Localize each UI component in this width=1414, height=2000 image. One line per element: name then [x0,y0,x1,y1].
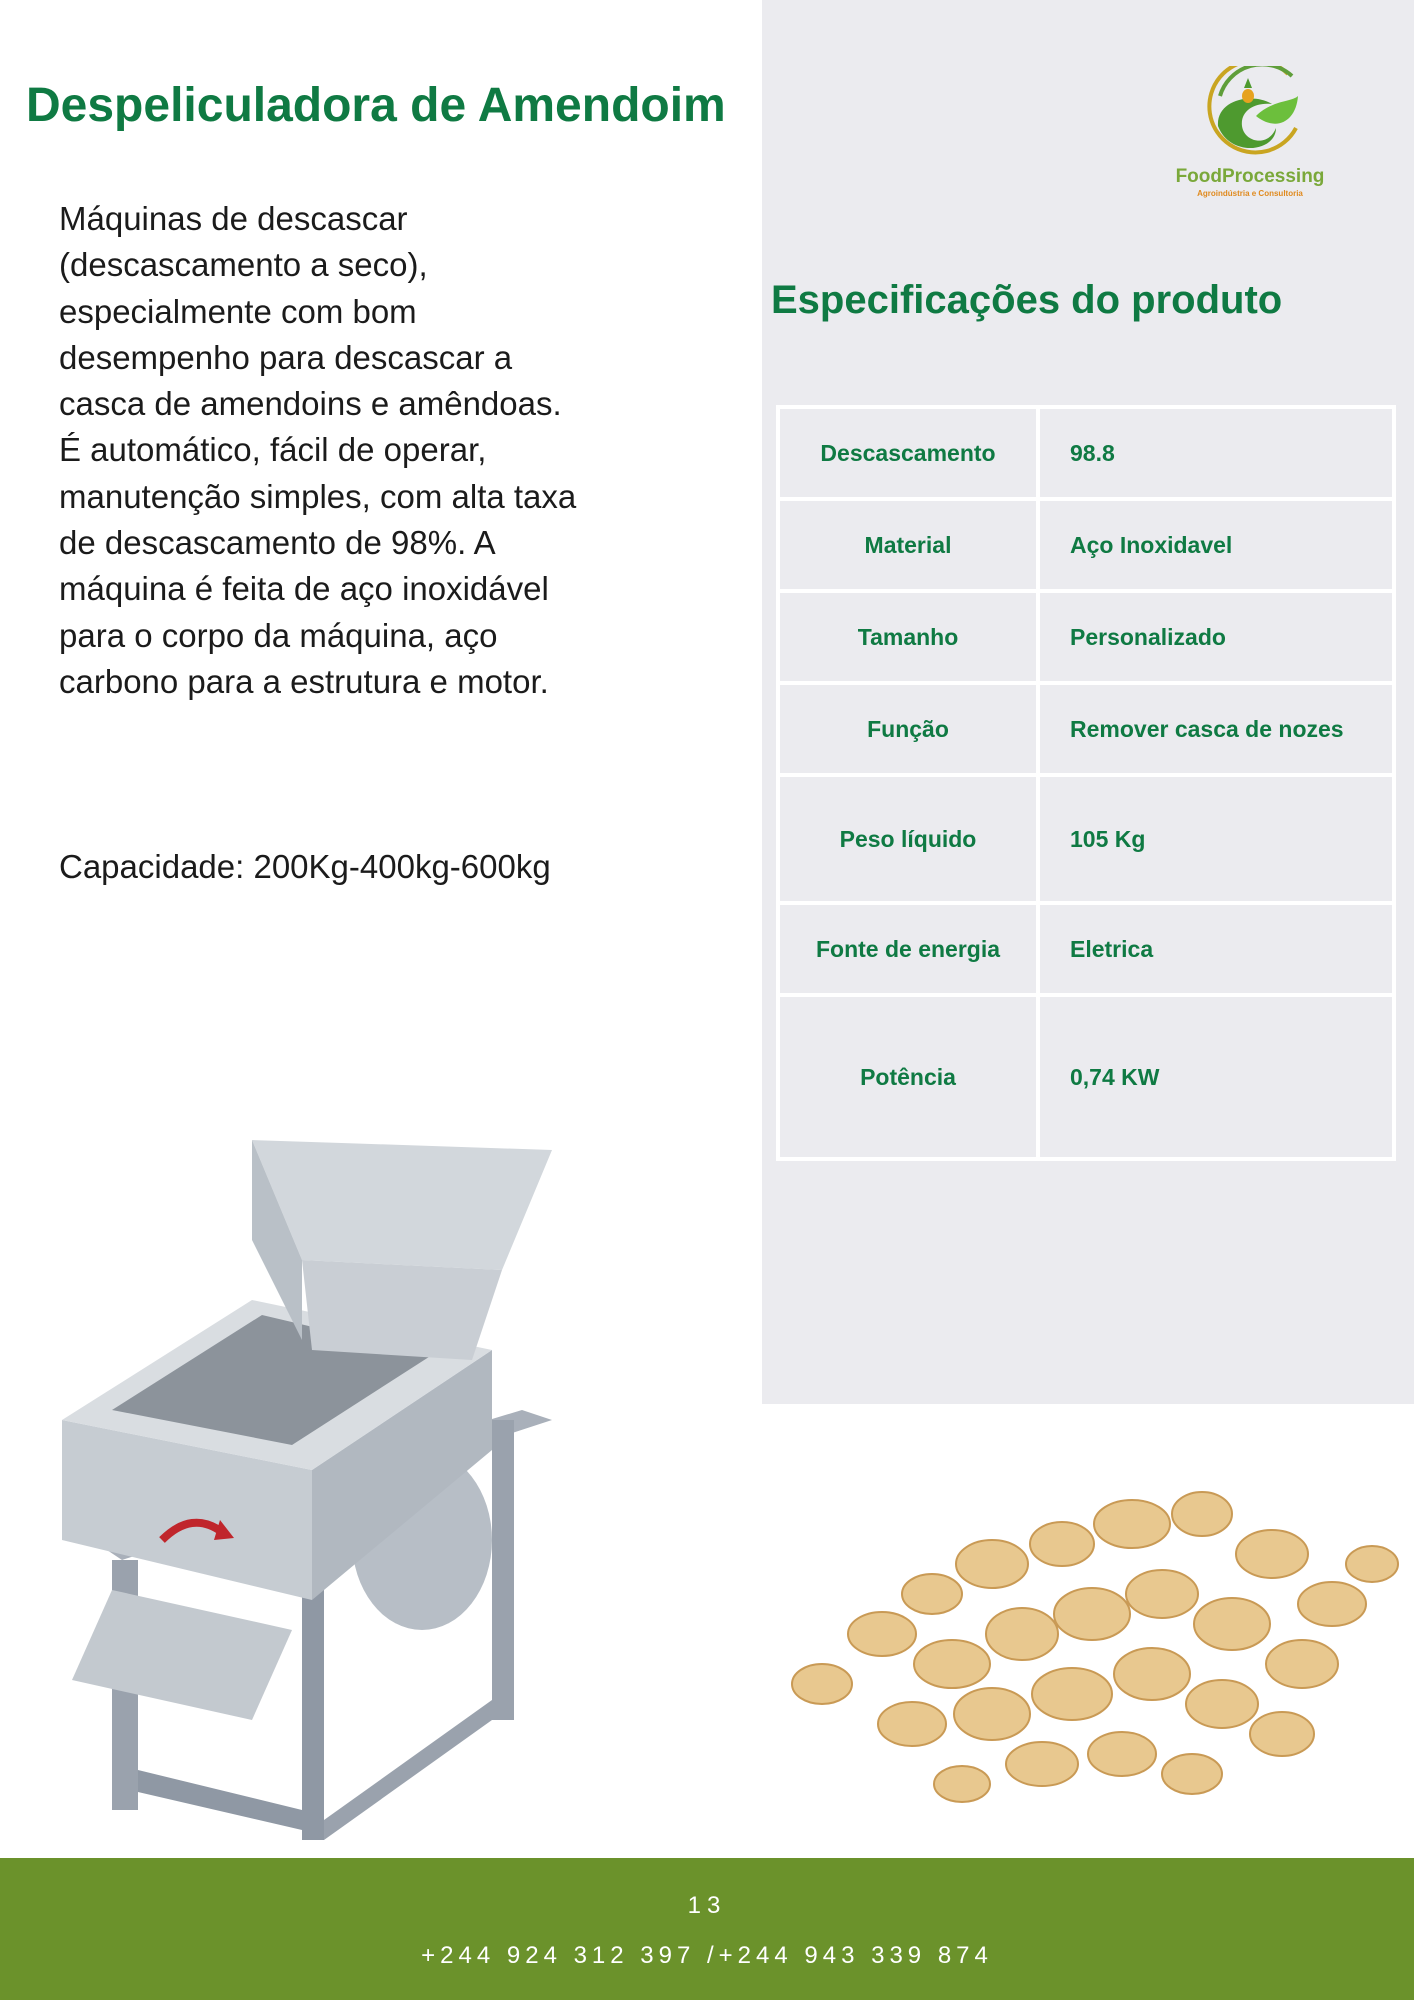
spec-label: Descascamento [778,407,1038,499]
specs-heading: Especificações do produto [771,278,1283,322]
spec-label: Potência [778,995,1038,1159]
capacity-text: Capacidade: 200Kg-400kg-600kg [59,848,551,885]
table-row [778,499,1394,591]
spec-value: 98.8 [1038,407,1394,499]
spec-label: Material [778,499,1038,591]
spec-value: Eletrica [1038,903,1394,995]
spec-label: Fonte de energia [778,903,1038,995]
table-row [778,775,1394,903]
footer-bar [0,1858,1414,2000]
specs-table [776,405,1396,1161]
table-row [778,591,1394,683]
spec-value: 105 Kg [1038,775,1394,903]
logo-name: FoodProcessing [1175,166,1325,187]
spec-value: Remover casca de nozes [1038,683,1394,775]
spec-label: Função [778,683,1038,775]
page-number: 13 [687,1892,727,1919]
fruit-leaf-logo-icon [1160,66,1340,166]
spec-value: Personalizado [1038,591,1394,683]
table-row [778,407,1394,499]
product-description: Máquinas de descascar (descascamento a seco), especialmente com bom desempenho para descascar a casca de amendoins e amêndoas. É automático, fácil de operar, manutenção simples, com alta taxa de descascamento de 98%. A máquina é feita de aço inoxidável para o corpo da máquina, aço carbono para a estrutura e motor. [59,200,577,700]
peeling-machine-image [52,1120,612,1860]
page-title: Despeliculadora de Amendoim [26,79,726,132]
spec-value: Aço Inoxidavel [1038,499,1394,591]
table-row [778,995,1394,1159]
spec-value: 0,74 KW [1038,995,1394,1159]
contact-phones: +244 924 312 397 /+244 943 339 874 [421,1942,993,1969]
table-row [778,683,1394,775]
spec-label: Peso líquido [778,775,1038,903]
spec-label: Tamanho [778,591,1038,683]
table-row [778,903,1394,995]
logo-tagline: Agroindústria e Consultoria [1197,189,1303,198]
peanuts-image [762,1404,1414,1854]
company-logo [1160,66,1340,201]
